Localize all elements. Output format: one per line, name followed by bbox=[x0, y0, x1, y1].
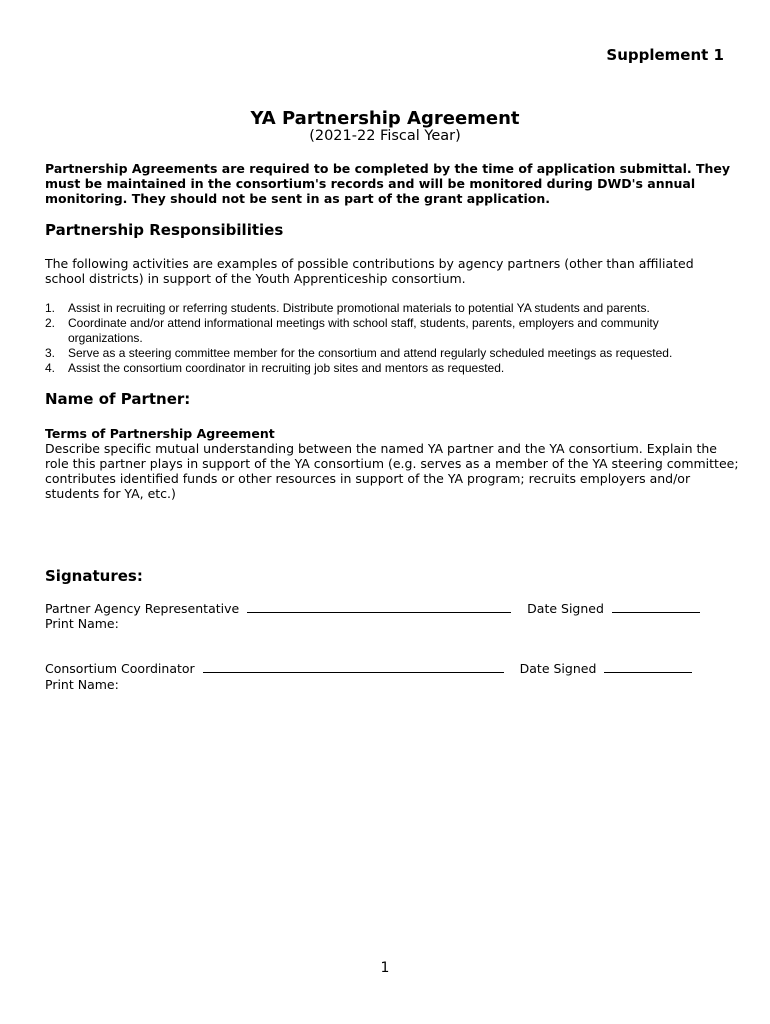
list-item bbox=[45, 316, 735, 346]
partner-rep-label: Partner Agency Representative bbox=[45, 601, 240, 616]
responsibilities-intro: The following activities are examples of possible contributions by agency partners (other than affiliated school districts) in support of the Youth Apprenticeship consortium. bbox=[45, 256, 694, 286]
submission-notice: Partnership Agreements are required to be completed by the time of application submittal. They must be maintained in the consortium's records and will be monitored during DWD's annual monitoring. They should not be sent in as part of the grant application. bbox=[45, 161, 731, 206]
list-item-number: 1. bbox=[45, 301, 56, 315]
list-item-text: Assist in recruiting or referring students. Distribute promotional materials to potential YA students and parents. bbox=[68, 301, 650, 315]
coordinator-date-line[interactable] bbox=[604, 661, 692, 673]
coordinator-signature-row bbox=[45, 661, 692, 676]
coordinator-signature-line[interactable] bbox=[203, 661, 504, 673]
partner-signature-line[interactable] bbox=[247, 601, 511, 613]
partner-date-line[interactable] bbox=[612, 601, 700, 613]
responsibilities-list bbox=[45, 301, 735, 376]
list-item-number: 4. bbox=[45, 361, 56, 375]
list-item-text: Serve as a steering committee member for the consortium and attend regularly scheduled meetings as requested. bbox=[68, 346, 673, 360]
terms-description: Describe specific mutual understanding between the named YA partner and the YA consortium. Explain the role this partner plays in support of the YA consortium (e.g. serves as a member of the YA steering committee; contributes identified funds or other resources in support of the YA program; recruits employers and/or students for YA, etc.) bbox=[45, 441, 739, 501]
responsibilities-heading: Partnership Responsibilities bbox=[45, 221, 284, 239]
list-item-number: 2. bbox=[45, 316, 56, 330]
list-item-text: Assist the consortium coordinator in recruiting job sites and mentors as requested. bbox=[68, 361, 505, 375]
list-item bbox=[45, 301, 735, 316]
document-title: YA Partnership Agreement bbox=[250, 108, 520, 129]
list-item-text: Coordinate and/or attend informational meetings with school staff, students, parents, employers and community organizations. bbox=[68, 316, 659, 345]
coordinator-label: Consortium Coordinator bbox=[45, 661, 195, 676]
list-item bbox=[45, 361, 735, 376]
terms-heading: Terms of Partnership Agreement bbox=[45, 426, 275, 441]
partner-signature-row bbox=[45, 601, 700, 616]
document-subtitle: (2021-22 Fiscal Year) bbox=[309, 128, 461, 144]
list-item bbox=[45, 346, 735, 361]
partner-name-heading: Name of Partner: bbox=[45, 390, 191, 408]
partner-date-label: Date Signed bbox=[527, 601, 604, 616]
partner-print-name-label: Print Name: bbox=[45, 616, 119, 631]
page-number: 1 bbox=[380, 960, 390, 976]
coordinator-date-label: Date Signed bbox=[519, 661, 597, 676]
signatures-heading: Signatures: bbox=[45, 567, 143, 585]
list-item-number: 3. bbox=[45, 346, 56, 360]
coordinator-print-name-label: Print Name: bbox=[45, 677, 119, 692]
supplement-label: Supplement 1 bbox=[606, 46, 724, 64]
